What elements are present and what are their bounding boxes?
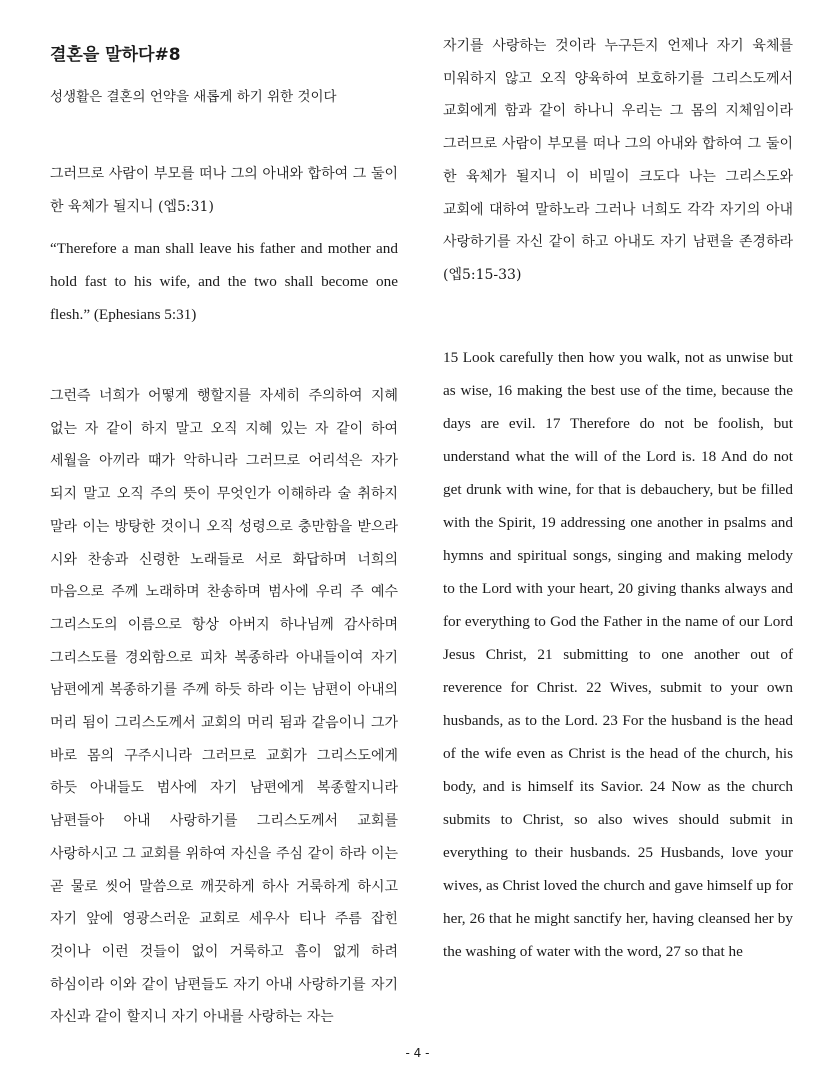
- passage-korean: 그런즉 너희가 어떻게 행할지를 자세히 주의하여 지혜 없는 자 같이 하지 말고 오직 지혜 있는 자 같이 하여 세월을 아끼라 때가 악하니라 그러므로 어리석은 자가 되지 말고 오직 주의 뜻이 무엇인가 이해하라 술 취하지 말라 이는 방탕한 것이니 오직 성령으로 충만함을 받으라 시와 찬송과 신령한 노래들로 서로 화답하며 너희의 마음으로 주께 노래하며 찬송하며 범사에 우리 주 예수 그리스도의 이름으로 항상 아버지 하나님께 감사하며 그리스도를 경외함으로 피차 복종하라 아내들이여 자기 남편에게 복종하기를 주께 하듯 하라 이는 남편이 아내의 머리 됨이 그리스도께서 교회의 머리 됨과 같음이니 그가 바로 몸의 구주시니라 그러므로 교회가 그리스도에게 하듯 아내들도 범사에 자기 남편에게 복종할지니라 남편들아 아내 사랑하기를 그리스도께서 교회를 사랑하시고 그 교회를 위하여 자신을 주심 같이 하라 이는 곧 물로 씻어 말씀으로 깨끗하게 하사 거룩하게 하시고 자기 앞에 영광스러운 교회로 세우사 티나 주름 잡힌 것이나 이런 것들이 없이 거룩하고 흠이 없게 하려 하심이라 이와 같이 남편들도 자기 아내 사랑하기를 자기 자신과 같이 할지니 자기 아내를 사랑하는 자는: [50, 388, 398, 1026]
- page-number: - 4 -: [405, 1046, 430, 1060]
- passage-korean-continued: 자기를 사랑하는 것이라 누구든지 언제나 자기 육체를 미워하지 않고 오직 양육하여 보호하기를 그리스도께서 교회에게 함과 같이 하나니 우리는 그 몸의 지체임이라 그러므로 사람이 부모를 떠나 그의 아내와 합하여 그 둘이 한 육체가 될지니 이 비밀이 크도다 나는 그리스도와 교회에 대하여 말하노라 그러나 너희도 각각 자기의 아내 사랑하기를 자신 같이 하고 아내도 자기 남편을 존경하라 (엡5:15-33): [443, 38, 793, 283]
- verse-korean: 그러므로 사람이 부모를 떠나 그의 아내와 합하여 그 둘이 한 육체가 될지니 (엡5:31): [50, 166, 398, 215]
- passage-english: 15 Look carefully then how you walk, not as unwise but as wise, 16 making the best use of the time, because the days are evil. 17 Therefore do not be foolish, but understand what the will of the Lord is. 18 And do not get drunk with wine, for that is debauchery, but be filled with the Spirit, 19 addressing one another in psalms and hymns and spiritual songs, singing and making melody to the Lord with your heart, 20 giving thanks always and for everything to God the Father in the name of our Lord Jesus Christ, 21 submitting to one another out of reverence for Christ. 22 Wives, submit to your own husbands, as to the Lord. 23 For the husband is the head of the wife even as Christ is the head of the church, his body, and is himself its Savior. 24 Now as the church submits to Christ, so also wives should submit in everything to their husbands. 25 Husbands, love your wives, as Christ loved the church and gave himself up for her, 26 that he might sanctify her, having cleansed her by the washing of water with the word, 27 so that he: [443, 349, 793, 960]
- page-subtitle: 성생활은 결혼의 언약을 새롭게 하기 위한 것이다: [50, 89, 337, 105]
- page-title: 결혼을 말하다#8: [50, 45, 181, 65]
- verse-english: “Therefore a man shall leave his father and mother and hold fast to his wife, and the two shall become one flesh.” (Ephesians 5:31): [50, 240, 398, 323]
